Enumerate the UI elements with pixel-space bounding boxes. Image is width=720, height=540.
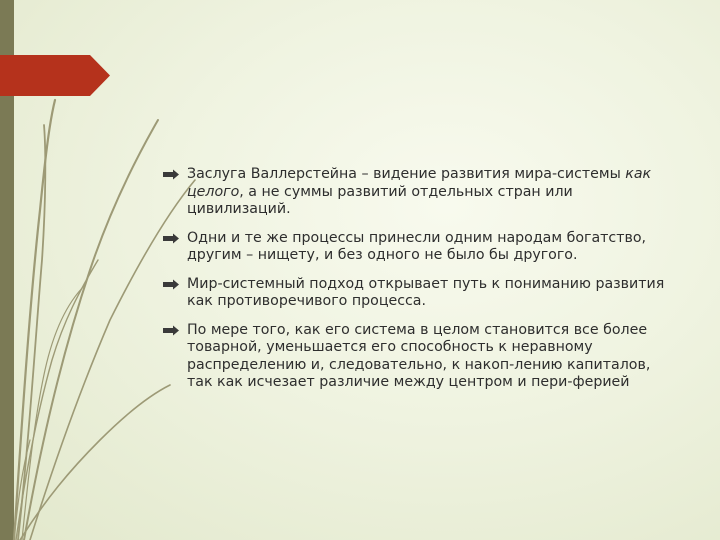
text-after: , а не суммы развитий отдельных стран или цивилизаций. bbox=[187, 183, 573, 217]
bullet-list bbox=[163, 166, 673, 403]
list-item bbox=[163, 276, 673, 311]
text-before: Заслуга Валлерстейна – видение развития мира-системы bbox=[187, 166, 626, 182]
item-text: По мере того, как его система в целом становится все более товарной, уменьшается его способность к неравному распределению и, следовательно, к накоп-лению капиталов, так как исчезает различие между центром и пери-ферией bbox=[187, 321, 651, 390]
list-item bbox=[163, 230, 673, 265]
item-text bbox=[187, 166, 651, 217]
pencil-icon bbox=[163, 324, 179, 337]
item-text: Одни и те же процессы принесли одним народам богатство, другим – нищету, и без одного не было бы другого. bbox=[187, 229, 647, 263]
emphasis-text: как целого bbox=[187, 166, 652, 200]
item-text: Мир-системный подход открывает путь к пониманию развития как противоречивого процесса. bbox=[187, 275, 665, 309]
list-item bbox=[163, 166, 673, 219]
list-item bbox=[163, 322, 673, 392]
pencil-icon bbox=[163, 168, 179, 181]
pencil-icon bbox=[163, 232, 179, 245]
pencil-icon bbox=[163, 278, 179, 291]
